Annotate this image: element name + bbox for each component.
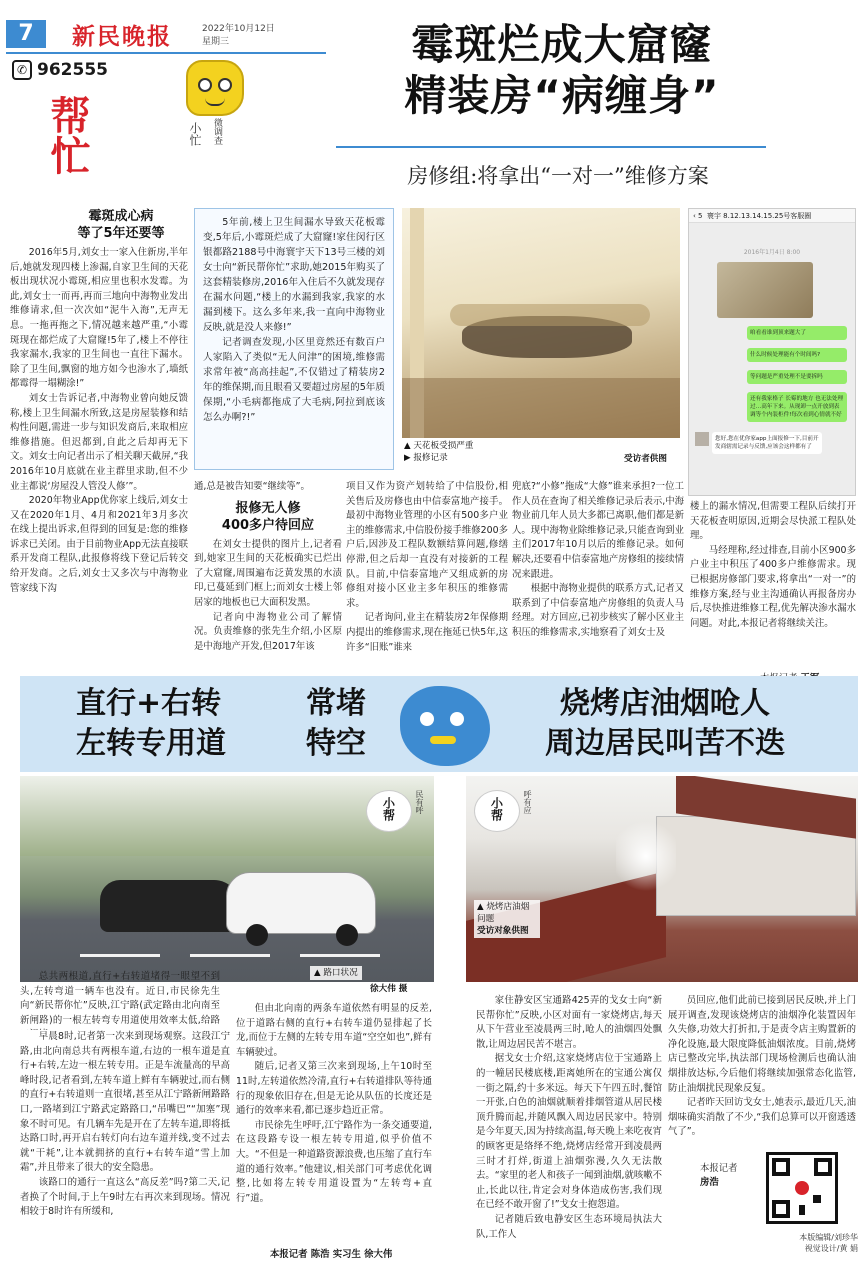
paragraph: 2016年5月,刘女士一家入住新房,半年后,她就发现四楼上渗漏,自家卫生间的天花板出现状况小霉斑,相应里也积水发霉。为此,刘女士一而再,再而三地向中海物业发出维修请求,但一次次如“泥牛入海”,无声无息。一拖再拖之下,情况越来越严重,“小霉斑现在都烂成了大窟窿!5年了,楼上不停往我家漏水,我家的卫生间也一直往下漏水。除了卫生间,飘窗的地方如今也渗水了,墙纸都霉得一塌糊涂!” [10, 247, 188, 390]
phone-icon: ✆ [12, 60, 32, 80]
hotline-number: 962555 [37, 60, 108, 80]
story2-headline [76, 684, 366, 764]
paper-name: 新民晚报 [72, 23, 172, 50]
story2-col-a [20, 1030, 230, 1266]
paragraph: 在刘女士提供的图片上,记者看到,她家卫生间的天花板确实已烂出了大窟窿,周围遍布泛黄发黑的水渍印,已蔓延到门框上;而刘女士楼上邻居家的地板也已大面积发黑。 [194, 538, 342, 608]
chat-screenshot [688, 208, 856, 496]
section2-title: 报修无人修 400多户待回应 [221, 500, 315, 533]
paragraph: 据戈女士介绍,这家烧烤店位于宝通路上的一幢居民楼底楼,距离她所在的宝通公寓仅一街之隔,约十多米远。每天下午四五时,餐馆一开张,白色的油烟就顺着排烟管道从居民楼顶升腾而起,并随风飘入周边居民家中。特别是今年夏天,因为持续高温,每天晚上来吃夜宵的顾客更是络绎不绝,烧烤店经常开到凌晨两三时才打烊,街道上油烟弥漫,久久无法散去。“家里的老人和孩子一闻到油烟,就咳嗽不止,长此以往,肯定会对身体造成伤害,我们现在已经不敢开窗了!”戈女士抱怨道。 [476, 1053, 662, 1211]
story2-photo-credit: 徐大伟 摄 [370, 984, 408, 994]
lead-col5 [690, 500, 856, 666]
paragraph: 楼上的漏水情况,但需要工程队后续打开天花板查明原因,近期会尽快派工程队处理。 [690, 501, 856, 542]
story3-photo-credit: 受访对象供图 [477, 926, 529, 936]
story2-headline-part: 特空 [306, 726, 366, 761]
paragraph: 该路口的通行一直这么“高反差”吗?第二天,记者换了个时间,于上午9时左右再次来到现场。情况相较于8时许有所缓和, [20, 1176, 230, 1218]
mascot-sub: 微调查 [212, 118, 222, 145]
story2-badge-sub: 民有呼 [415, 790, 424, 814]
paragraph: 家住静安区宝通路425弄的戈女士向“新民帮你忙”反映,小区对面有一家烧烤店,每天从下午营业至凌晨两三时,呛人的油烟四处飘散,让周边居民苦不堪言。 [476, 995, 662, 1050]
story3-photo-caption: ▲ 烧烤店油烟问题 受访对象供图 [474, 900, 540, 938]
page-number-block [6, 20, 46, 48]
paragraph: 兜底?“小修”拖成“大修”谁来承担?一位工作人员在查询了相关维修记录后表示,中海物业前几年人员大多都已离职,他们都是新人。现中海物业除维修记录,只能查询到业主们2017年10月以后的维修记录。如何解决,还要看中信泰富地产房修组的接续情况来跟进。 [512, 481, 684, 580]
designer-credit: 视觉设计/黄 娟 [804, 1244, 858, 1253]
chat-bubble-right: 什么时候处理能有个时间吗? [747, 348, 847, 362]
caption-records: ▶ 报修记录 [404, 453, 448, 463]
story3-headline [520, 684, 810, 764]
page-number: 7 [18, 21, 34, 46]
lead-intro-box [194, 208, 394, 470]
story3-col-a [476, 994, 662, 1258]
lead-photo-credit: 受访者供图 [624, 454, 667, 464]
paragraph: 随后,记者又第三次来到现场,上午10时至11时,左转道依然冷清,直行+右转道排队等待通行的现象依旧存在,但是无论从队伍的长度还是通行的效率来看,都已逐步趋近正常。 [236, 1061, 432, 1117]
hotline [12, 60, 108, 80]
story2-badge: 小帮 [366, 790, 412, 832]
paragraph: 根据中海物业提供的联系方式,记者又联系到了中信泰富地产房修组的负责人马经理。对方回应,已初步核实了解小区业主积压的维修需求,实地察看了刘女士及 [512, 583, 684, 638]
paragraph: 记者随后致电静安区生态环境局执法大队,工作人 [476, 1213, 662, 1240]
paragraph: 刘女士告诉记者,中海物业曾向她反馈称,楼上卫生间漏水所致,这是房屋装修和结构性问题,需进一步与知识发商后,来取相应维修措施。但迟都到,自此之后却再无下文。刘女士向记者出示了相关聊天截屏,“我2016年10月底就在业主群里求助,但不少业主都说‘房屋没人管没人修’”。 [10, 392, 188, 492]
paragraph: 马经理称,经过排查,目前小区900多户业主中积压了400多户维修需求。现已根据房修部门要求,将拿出“一对一”的维修方案,经与业主沟通确认再报备房办后,尽快推进维修工程,优先解决渗水漏水问题。对此,本报记者将继续关注。 [690, 544, 856, 629]
lead-col2 [194, 480, 342, 690]
smoke [616, 816, 676, 896]
chat-bubble-left: 您好,您在优你家app上面报修一下,目前开发商辖需记录与反馈,应该会这样都有了 [695, 432, 855, 454]
editor-credit: 本版编辑/刘珍华 [799, 1233, 858, 1242]
mascot-icon [186, 60, 244, 116]
intro-paragraph: 记者调查发现,小区里竟然还有数百户人家陷入了类似“无人问津”的困境,维修需求常年被“高高挂起”,不仅错过了精装房2年的维保期,而且眼看又要超过房屋的5年质保期,“小毛病都拖成了大毛病,阿拉到底该怎么办啊?!” [203, 337, 385, 423]
car [226, 872, 376, 934]
masthead-rule [6, 52, 326, 54]
story2-lead: 总共两根道,直行+右转道堵得一眼望不到头,左转弯道一辆车也没有。近日,市民徐先生向“新民帮你忙”反映,江宁路(武定路由北向南至新闸路)的一根左转弯专用道使用效率太低,给路 [20, 971, 220, 1026]
story3-col-b [668, 994, 856, 1160]
lead-col4 [512, 480, 684, 690]
story2-headline-part: 直行+右转 [76, 686, 222, 721]
paragraph: 记者向中海物业公司了解情况。负责维修的张先生介绍,小区原是中海地产开发,但2017年该 [194, 611, 342, 652]
chat-image-bubble [717, 262, 813, 318]
story3-badge: 小帮 [474, 790, 520, 832]
lead-headline [332, 20, 792, 122]
qr-code-icon[interactable] [766, 1152, 838, 1224]
chat-header: ‹ 5 寰宇 8.12.13.14.15.25号客服圈 [689, 209, 855, 223]
paragraph: 2020年物业App优你家上线后,刘女士又在2020年1月、4月和2021年3月多次在线上提出诉求,但得到的回复是:您的维修诉求已关闭。由于目前物业App无法直接联系开发商工程队,此报修将线下登记后转交给开发商。之后,刘女士又多次与中海物业管家线下沟 [10, 495, 188, 594]
story3-headline-line: 烧烤店油烟呛人 [560, 686, 770, 721]
lead-headline-line2: 精装房“病缠身” [404, 71, 720, 120]
story2-byline: 本报记者 陈浩 实习生 徐大伟 [270, 1249, 393, 1260]
chat-bubble-right: 咱看看谁到顶来题大了 [747, 326, 847, 340]
mascot-label: 小忙 [188, 122, 202, 146]
story2-col-b [236, 1002, 432, 1242]
issue-weekday: 星期三 [202, 37, 230, 47]
car [100, 880, 240, 932]
story3-badge-sub: 呼有应 [523, 790, 532, 814]
ceiling-photo [402, 208, 680, 438]
paragraph: 早晨8时,记者第一次来到现场观察。这段江宁路,由北向南总共有两根车道,右边的一根车道是直行+右转,左边一根左转专用。正是车流量高的早高峰时段,记者看到,左转车道上鲜有车辆驶过,而右侧的直行+右转道则一直很堵,甚至从江宁路新闸路路口,一路堵到江宁路武定路路口,“吊嘴巴”“加塞”现象不时可见。有几辆车先是开在了左转车道,即将抵达路口时,再开启右转灯向右边车道并线,变不过去就“干耗”,让本就拥挤的直行+右转车道“雪上加霜”,并且带来了很大的安全隐患。 [20, 1031, 230, 1174]
paragraph: 记者询问,业主在精装房2年保修期内提出的维修需求,现在拖延已快5年,这许多“旧账”谁来 [346, 612, 508, 653]
column-calligraphy: 帮忙 [44, 95, 91, 175]
paragraph: 通,总是被告知要“继续等”。 [194, 481, 310, 492]
paragraph: 记者昨天回访戈女士,她表示,最近几天,油烟味确实消散了不少,“我们总算可以开窗透透气了”。 [668, 1097, 856, 1138]
paragraph: 项目又作为资产划转给了中信股份,相关售后及房修也由中信泰富地产接手。最初中海物业管理的小区有500多户业主的维修需求,中信股份接手维修200多户后,因涉及工程队数额结算问题,修缮停滞,但之后却一直没有对接新的工程队。目前,中信泰富地产又组成新的房修组对接小区业主多年积压的维修需求。 [346, 481, 508, 609]
chevron-left-icon: ‹ [693, 212, 699, 220]
paragraph: 员回应,他们此前已接到居民反映,并上门展开调查,发现该烧烤店的油烟净化装置因年久失修,功效大打折扣,于是责令店主购置新的净化设施,最大限度降低油烟浓度。目前,烧烤店已整改完毕,执法部门现场检测后也确认油烟排放达标,今后他们将继续加强常态化监管,防止油烟扰民现象反复。 [668, 995, 856, 1094]
caption-ceiling: ▲ 天花板受损严重 [404, 441, 474, 451]
lead-col3 [346, 480, 508, 690]
section1-title: 霉斑成心病 等了5年还要等 [77, 209, 165, 241]
story2-photo-caption: ▲ 路口状况 [310, 966, 362, 980]
lead-headline-line1: 霉斑烂成大窟窿 [411, 20, 713, 69]
paragraph: 市民徐先生呼吁,江宁路作为一条交通要道,在这段路专设一根左转专用道,似乎价值不大。“不但是一种道路资源浪费,也压缩了直行车道的通行效率。”他建议,相关部门可考虑优化调整,比如将左转专用道设置为“左转弯+直行”道。 [236, 1119, 432, 1204]
avatar [695, 432, 709, 446]
page-footer [740, 1232, 858, 1254]
intro-paragraph: 5年前,楼上卫生间漏水导致天花板霉变,5年后,小霉斑烂成了大窟窿!家住闵行区银都路2188号中海寰宇天下13号三楼的刘女士向“新民帮你忙”求助,她2015年购买了这套精装修房,2016年入住后不久就发现存在漏水问题,“楼上的水漏到我家,我家的水漏到楼下。这么多年来,我一直向中海物业反映,就是没人来修!” [203, 217, 385, 333]
chat-bubble-right: 等问题是严重处理不是要拆吗 [747, 370, 847, 384]
issue-date: 2022年10月12日 [202, 24, 275, 34]
paragraph: 但由北向南的两条车道依然有明显的反差,位于道路右侧的直行+右转车道仍显排起了长龙,而位于左侧的左转专用车道“空空如也”,鲜有车辆驶过。 [236, 1003, 432, 1058]
story2-headline-part: 常堵 [306, 686, 366, 721]
story3-headline-line: 周边居民叫苦不迭 [545, 726, 785, 761]
chat-time: 2016年1月4日 8:00 [743, 249, 801, 256]
lead-col1 [10, 246, 188, 686]
lead-headline-rule [336, 146, 766, 148]
story3-byline: 本报记者 房浩 [700, 1163, 738, 1188]
story2-headline-part: 左转专用道 [76, 726, 226, 761]
lead-subheadline: 房修组:将拿出“一对一”维修方案 [407, 164, 709, 188]
chat-bubble-right: 还有我家格子 长霉的地方 也无法处理过…高年下来。从现卸一点开放到表调等个内装柜件!每次看到心情就不好 [747, 392, 847, 422]
